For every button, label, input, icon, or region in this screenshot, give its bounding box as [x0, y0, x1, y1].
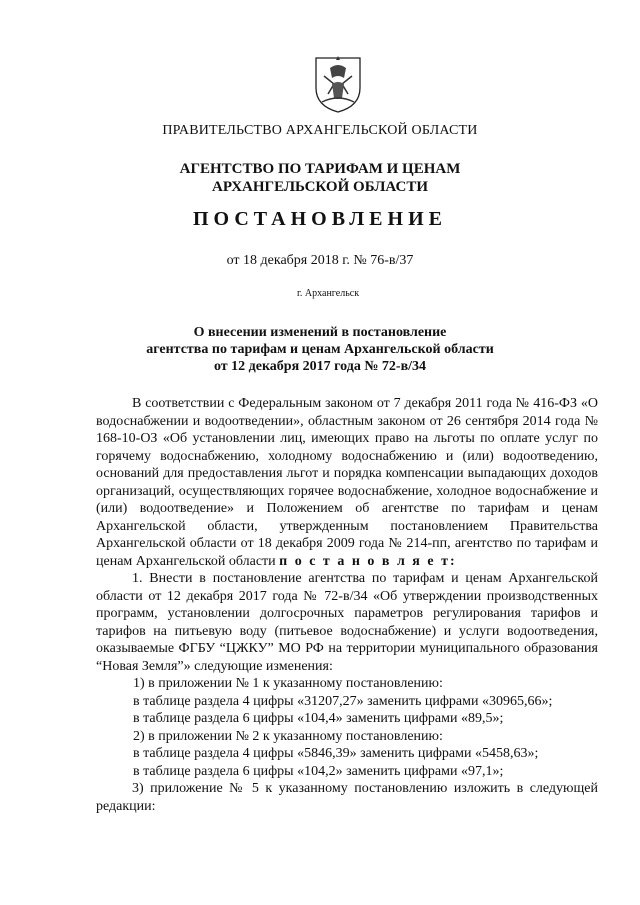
agency-name [0, 160, 640, 196]
subject-line3: от 12 декабря 2017 года № 72-в/34 [213, 359, 427, 374]
document-subject [0, 324, 640, 375]
government-name: ПРАВИТЕЛЬСТВО АРХАНГЕЛЬСКОЙ ОБЛАСТИ [162, 123, 478, 138]
document-body [96, 395, 598, 815]
agency-name-line2: АРХАНГЕЛЬСКОЙ ОБЛАСТИ [212, 179, 428, 195]
subpoint-1-change-b: в таблице раздела 6 цифры «104,4» заменить цифрами «89,5»; [133, 711, 504, 726]
document-date-number: от 18 декабря 2018 г. № 76-в/37 [226, 253, 414, 268]
document-type-title: ПОСТАНОВЛЕНИЕ [193, 208, 447, 230]
coat-of-arms-emblem [310, 54, 366, 114]
resolves-text: п о с т а н о в л я е т: [279, 553, 457, 569]
subpoint-2-change-a: в таблице раздела 4 цифры «5846,39» заменить цифрами «5458,63»; [133, 746, 539, 761]
agency-name-line1: АГЕНТСТВО ПО ТАРИФАМ И ЦЕНАМ [179, 161, 461, 177]
subpoint-2-change-b: в таблице раздела 6 цифры «104,2» заменить цифрами «97,1»; [133, 763, 504, 779]
subject-line2: агентства по тарифам и ценам Архангельской области [146, 342, 494, 357]
subpoint-1-change-a: в таблице раздела 4 цифры «31207,27» заменить цифрами «30965,66»; [133, 693, 553, 709]
subpoint-3: 3) приложение № 5 к указанному постановлению изложить в следующей редакции: [96, 781, 598, 814]
subpoint-1: 1) в приложении № 1 к указанному постановлению: [133, 676, 443, 691]
preamble-paragraph [96, 395, 598, 570]
subpoint-2: 2) в приложении № 2 к указанному постановлению: [133, 728, 443, 744]
document-city: г. Архангельск [296, 288, 360, 299]
preamble-text: В соответствии с Федеральным законом от 7 декабря 2011 года № 416-ФЗ «О водоснабжении и водоотведении», областным законом от 26 сентября 2014 года № 168-10-ОЗ «Об установлении лиц, имеющих право на льготы по оплате услуг по горячему водоснабжению, холодному водоснабжению и (или) водоотведению, оснований для предоставления льгот и порядка компенсации выпадающих доходов организаций, осуществляющих горячее водоснабжение, холодное водоснабжение и (или) водоотведение» и Положением об агентстве по тарифам и ценам Архангельской области, утвержденным постановлением Правительства Архангельской области от 18 декабря 2009 года № 214-пп, агентство по тарифам и ценам Архангельской области [96, 396, 598, 569]
subject-line1: О внесении изменений в постановление [193, 325, 447, 340]
point-1-paragraph: 1. Внести в постановление агентства по тарифам и ценам Архангельской области от 12 декабря 2017 года № 72-в/34 «Об утверждении производственных программ, установлении долгосрочных параметров регулирования тарифов и тарифов на питьевую воду (питьевое водоснабжение) и услуги водоотведения, оказываемые ФГБУ “ЦЖКУ” МО РФ на территории муниципального образования “Новая Земля”» следующие изменения: [96, 571, 598, 674]
